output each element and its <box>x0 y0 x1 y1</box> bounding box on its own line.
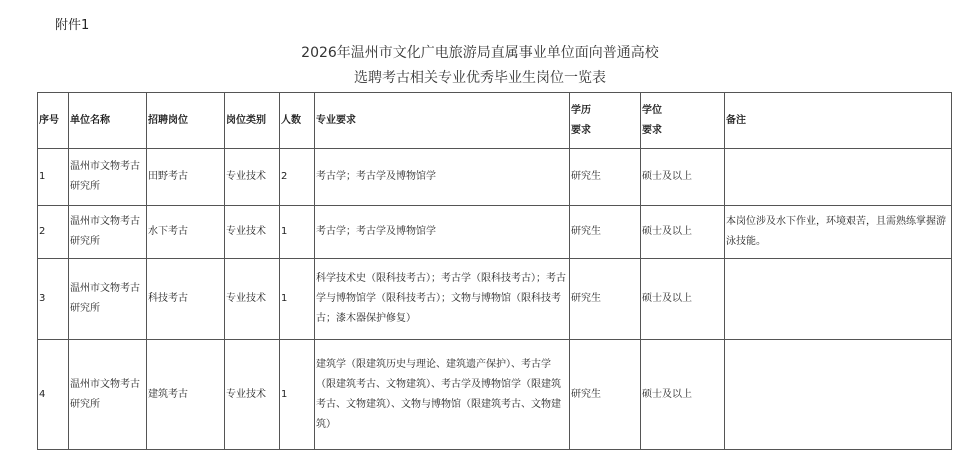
cell-remarks <box>725 340 952 450</box>
cell-major: 建筑学（限建筑历史与理论、建筑遗产保护）、考古学（限建筑考古、文物建筑）、考古学及博物馆学（限建筑考古、文物建筑）、文物与博物馆（限建筑考古、文物建筑） <box>315 340 570 450</box>
cell-category: 专业技术 <box>225 149 280 206</box>
cell-seq: 1 <box>38 149 69 206</box>
header-degree-line2: 要求 <box>642 124 662 136</box>
cell-major: 考古学；考古学及博物馆学 <box>315 149 570 206</box>
cell-unit: 温州市文物考古研究所 <box>69 340 147 450</box>
cell-seq: 4 <box>38 340 69 450</box>
cell-remarks <box>725 259 952 340</box>
cell-education: 研究生 <box>570 340 641 450</box>
cell-position: 水下考古 <box>147 206 225 259</box>
attachment-label: 附件1 <box>55 18 90 33</box>
table-row <box>38 259 952 340</box>
cell-unit: 温州市文物考古研究所 <box>69 206 147 259</box>
cell-category: 专业技术 <box>225 340 280 450</box>
cell-remarks: 本岗位涉及水下作业，环境艰苦，且需熟练掌握游泳技能。 <box>725 206 952 259</box>
cell-unit: 温州市文物考古研究所 <box>69 149 147 206</box>
positions-table <box>37 92 952 450</box>
cell-category: 专业技术 <box>225 259 280 340</box>
header-remarks: 备注 <box>725 93 952 149</box>
document-title-line1: 2026年温州市文化广电旅游局直属事业单位面向普通高校 <box>301 45 659 61</box>
header-position: 招聘岗位 <box>147 93 225 149</box>
cell-education: 研究生 <box>570 149 641 206</box>
cell-position: 田野考古 <box>147 149 225 206</box>
header-degree <box>641 93 725 149</box>
cell-major: 科学技术史（限科技考古）；考古学（限科技考古）；考古学与博物馆学（限科技考古）；文物与博物馆（限科技考古；漆木器保护修复） <box>315 259 570 340</box>
cell-education: 研究生 <box>570 259 641 340</box>
cell-count: 2 <box>280 149 315 206</box>
table-row <box>38 149 952 206</box>
header-education <box>570 93 641 149</box>
header-education-line2: 要求 <box>571 124 591 136</box>
cell-degree: 硕士及以上 <box>641 340 725 450</box>
cell-seq: 2 <box>38 206 69 259</box>
cell-count: 1 <box>280 340 315 450</box>
document-title-line2: 选聘考古相关专业优秀毕业生岗位一览表 <box>354 70 606 86</box>
cell-count: 1 <box>280 259 315 340</box>
header-degree-line1: 学位 <box>642 104 662 116</box>
cell-education: 研究生 <box>570 206 641 259</box>
cell-degree: 硕士及以上 <box>641 206 725 259</box>
cell-count: 1 <box>280 206 315 259</box>
table-row <box>38 340 952 450</box>
header-education-line1: 学历 <box>571 104 591 116</box>
header-major: 专业要求 <box>315 93 570 149</box>
cell-position: 建筑考古 <box>147 340 225 450</box>
header-category: 岗位类别 <box>225 93 280 149</box>
table-header-row <box>38 93 952 149</box>
header-unit: 单位名称 <box>69 93 147 149</box>
cell-remarks <box>725 149 952 206</box>
cell-category: 专业技术 <box>225 206 280 259</box>
table-row <box>38 206 952 259</box>
cell-major: 考古学；考古学及博物馆学 <box>315 206 570 259</box>
header-seq: 序号 <box>38 93 69 149</box>
cell-degree: 硕士及以上 <box>641 149 725 206</box>
cell-position: 科技考古 <box>147 259 225 340</box>
cell-seq: 3 <box>38 259 69 340</box>
header-count: 人数 <box>280 93 315 149</box>
cell-degree: 硕士及以上 <box>641 259 725 340</box>
cell-unit: 温州市文物考古研究所 <box>69 259 147 340</box>
